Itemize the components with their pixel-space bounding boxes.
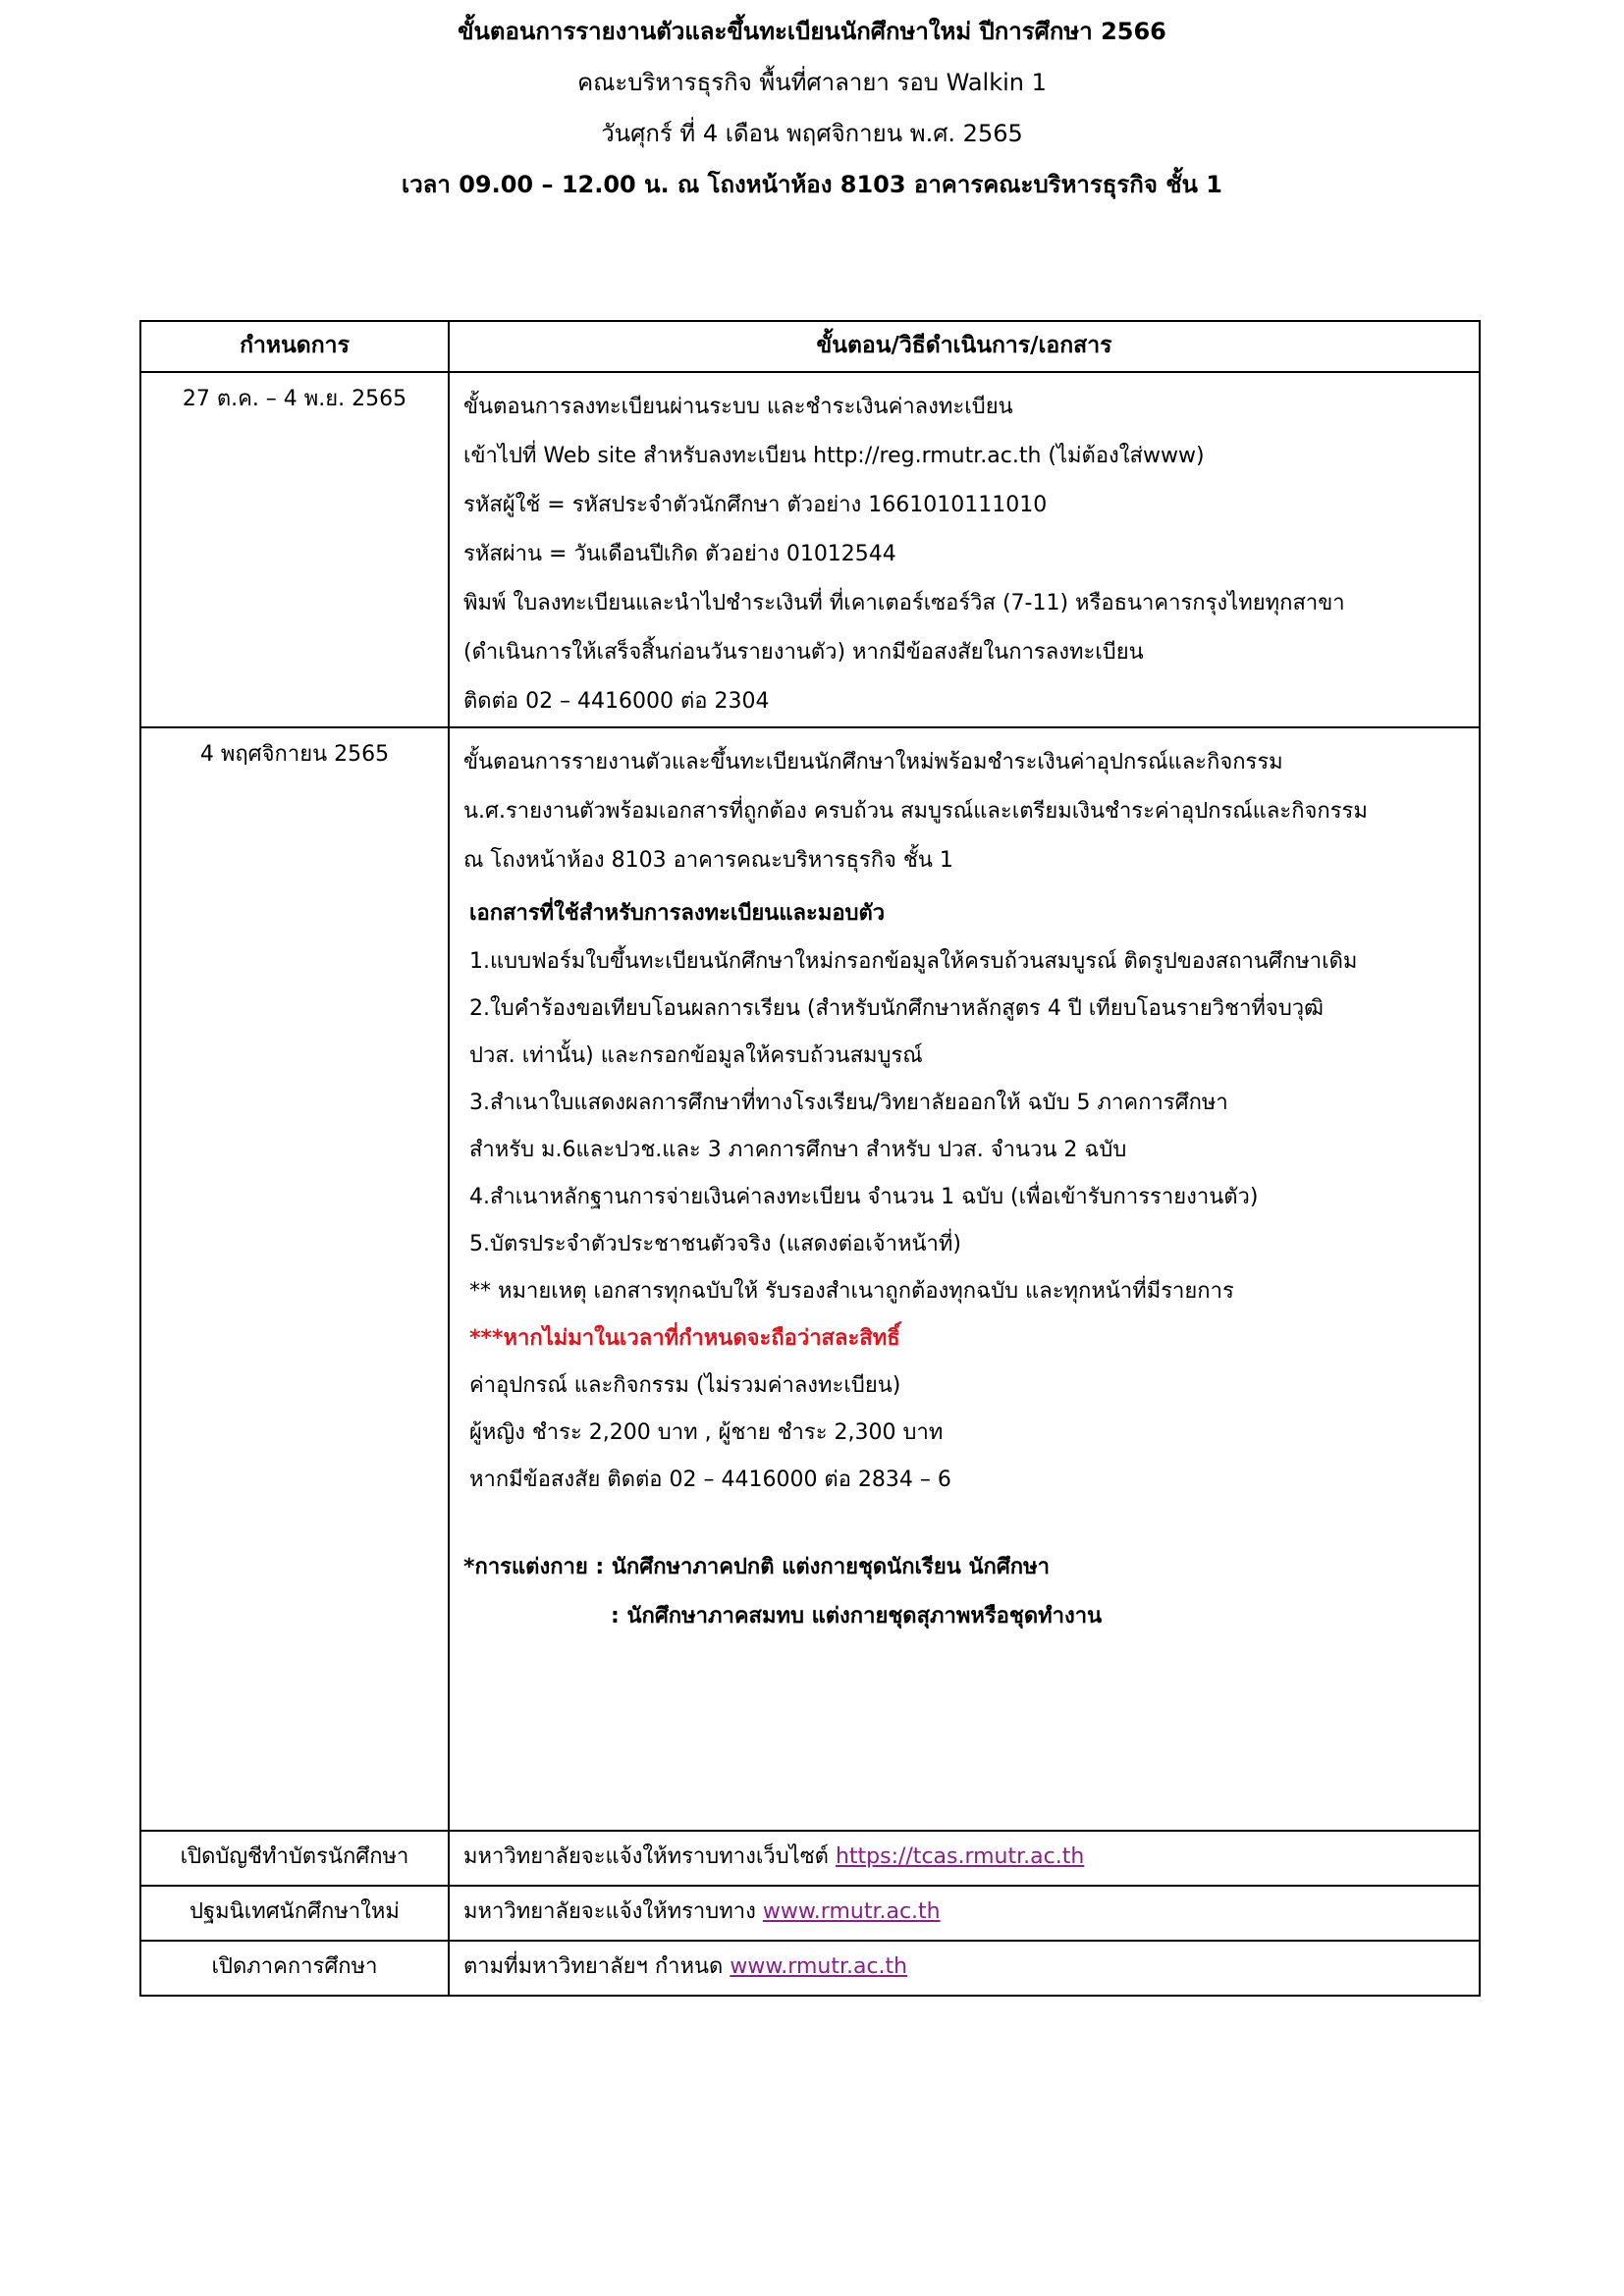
semester-start-info <box>449 1941 1480 1996</box>
document-item: 1.แบบฟอร์มใบขึ้นทะเบียนนักศึกษาใหม่กรอกข้อมูลให้ครบถ้วนสมบูรณ์ ติดรูปของสถานศึกษาเดิม <box>469 949 1358 974</box>
document-item: 4.สำเนาหลักฐานการจ่ายเงินค่าลงทะเบียน จำนวน 1 ฉบับ (เพื่อเข้ารับการรายงานตัว) <box>469 1185 1259 1209</box>
table-row-report <box>140 727 1480 1831</box>
dress-code-regular: *การแต่งกาย : นักศึกษาภาคปกติ แต่งกายชุดนักเรียน นักศึกษา <box>463 1555 1050 1579</box>
document-note: ** หมายเหตุ เอกสารทุกฉบับให้ รับรองสำเนาถูกต้องทุกฉบับ และทุกหน้าที่มีรายการ <box>469 1279 1234 1304</box>
faculty-line: คณะบริหารธุรกิจ พื้นที่ศาลายา รอบ Walkin 1 <box>577 69 1047 96</box>
registration-step-line: (ดำเนินการให้เสร็จสิ้นก่อนวันรายงานตัว) หากมีข้อสงสัยในการลงทะเบียน <box>463 640 1144 665</box>
table-header-row <box>140 321 1480 372</box>
forfeit-warning: ***หากไม่มาในเวลาที่กำหนดจะถือว่าสละสิทธิ์ <box>469 1326 900 1351</box>
document-item: 5.บัตรประจำตัวประชาชนตัวจริง (แสดงต่อเจ้าหน้าที่) <box>469 1232 961 1256</box>
document-item: สำหรับ ม.6และปวช.และ 3 ภาคการศึกษา สำหรับ ปวส. จำนวน 2 ฉบับ <box>469 1138 1127 1162</box>
report-intro-line: น.ศ.รายงานตัวพร้อมเอกสารที่ถูกต้อง ครบถ้วน สมบูรณ์และเตรียมเงินชำระค่าอุปกรณ์และกิจกรรม <box>463 799 1368 824</box>
orientation-label: ปฐมนิเทศนักศึกษาใหม่ <box>140 1886 449 1941</box>
fee-line: ผู้หญิง ชำระ 2,200 บาท , ผู้ชาย ชำระ 2,300 บาท <box>469 1420 944 1445</box>
registration-step-line: รหัสผู้ใช้ = รหัสประจำตัวนักศึกษา ตัวอย่าง 1661010111010 <box>463 493 1048 517</box>
tcas-link[interactable]: https://tcas.rmutr.ac.th <box>835 1844 1085 1869</box>
registration-contact-line: ติดต่อ 02 – 4416000 ต่อ 2304 <box>463 689 770 714</box>
rmutr-link[interactable]: www.rmutr.ac.th <box>730 1954 908 1979</box>
registration-step-line: ขั้นตอนการลงทะเบียนผ่านระบบ และชำระเงินค่าลงทะเบียน <box>463 395 1013 419</box>
rmutr-link[interactable]: www.rmutr.ac.th <box>762 1899 941 1924</box>
time-place-line: เวลา 09.00 – 12.00 น. ณ โถงหน้าห้อง 8103 อาคารคณะบริหารธุรกิจ ชั้น 1 <box>402 171 1222 198</box>
student-card-text: มหาวิทยาลัยจะแจ้งให้ทราบทางเว็บไซต์ <box>463 1844 836 1869</box>
page-title: ขั้นตอนการรายงานตัวและขึ้นทะเบียนนักศึกษาใหม่ ปีการศึกษา 2566 <box>458 18 1166 45</box>
dress-code-evening: : นักศึกษาภาคสมทบ แต่งกายชุดสุภาพหรือชุดทำงาน <box>611 1604 1103 1629</box>
orientation-text: มหาวิทยาลัยจะแจ้งให้ทราบทาง <box>463 1899 763 1924</box>
table-row-orientation <box>140 1886 1480 1941</box>
fee-contact-line: หากมีข้อสงสัย ติดต่อ 02 – 4416000 ต่อ 2834 – 6 <box>469 1468 951 1492</box>
schedule-table <box>139 320 1481 1997</box>
student-card-info <box>449 1831 1480 1886</box>
registration-step-line: เข้าไปที่ Web site สำหรับลงทะเบียน http://reg.rmutr.ac.th (ไม่ต้องใส่www) <box>463 444 1205 468</box>
orientation-info <box>449 1886 1480 1941</box>
registration-step-line: รหัสผ่าน = วันเดือนปีเกิด ตัวอย่าง 01012544 <box>463 542 896 566</box>
table-row-student-card <box>140 1831 1480 1886</box>
table-row-semester-start <box>140 1941 1480 1996</box>
documents-heading: เอกสารที่ใช้สำหรับการลงทะเบียนและมอบตัว <box>469 901 886 926</box>
report-date: 4 พฤศจิกายน 2565 <box>140 727 449 1831</box>
student-card-label: เปิดบัญชีทำบัตรนักศึกษา <box>140 1831 449 1886</box>
report-intro-line: ขั้นตอนการรายงานตัวและขึ้นทะเบียนนักศึกษาใหม่พร้อมชำระเงินค่าอุปกรณ์และกิจกรรม <box>463 750 1283 774</box>
document-item: 3.สำเนาใบแสดงผลการศึกษาที่ทางโรงเรียน/วิทยาลัยออกให้ ฉบับ 5 ภาคการศึกษา <box>469 1091 1228 1115</box>
document-item: 2.ใบคำร้องขอเทียบโอนผลการเรียน (สำหรับนักศึกษาหลักสูตร 4 ปี เทียบโอนรายวิชาที่จบวุฒิ <box>469 996 1325 1021</box>
registration-step-line: พิมพ์ ใบลงทะเบียนและนำไปชำระเงินที่ ที่เคาเตอร์เซอร์วิส (7-11) หรือธนาคารกรุงไทยทุกสาขา <box>463 591 1345 615</box>
table-row-registration <box>140 372 1480 727</box>
registration-steps <box>449 372 1480 727</box>
column-header-schedule: กำหนดการ <box>140 321 449 372</box>
date-line: วันศุกร์ ที่ 4 เดือน พฤศจิกายน พ.ศ. 2565 <box>601 120 1023 147</box>
semester-start-label: เปิดภาคการศึกษา <box>140 1941 449 1996</box>
registration-date: 27 ต.ค. – 4 พ.ย. 2565 <box>140 372 449 727</box>
fee-line: ค่าอุปกรณ์ และกิจกรรม (ไม่รวมค่าลงทะเบียน) <box>469 1373 901 1398</box>
column-header-procedure: ขั้นตอน/วิธีดำเนินการ/เอกสาร <box>449 321 1480 372</box>
semester-start-text: ตามที่มหาวิทยาลัยฯ กำหนด <box>463 1954 731 1979</box>
document-item: ปวส. เท่านั้น) และกรอกข้อมูลให้ครบถ้วนสมบูรณ์ <box>469 1043 923 1068</box>
report-steps <box>449 727 1480 1831</box>
report-intro-line: ณ โถงหน้าห้อง 8103 อาคารคณะบริหารธุรกิจ ชั้น 1 <box>463 848 953 873</box>
